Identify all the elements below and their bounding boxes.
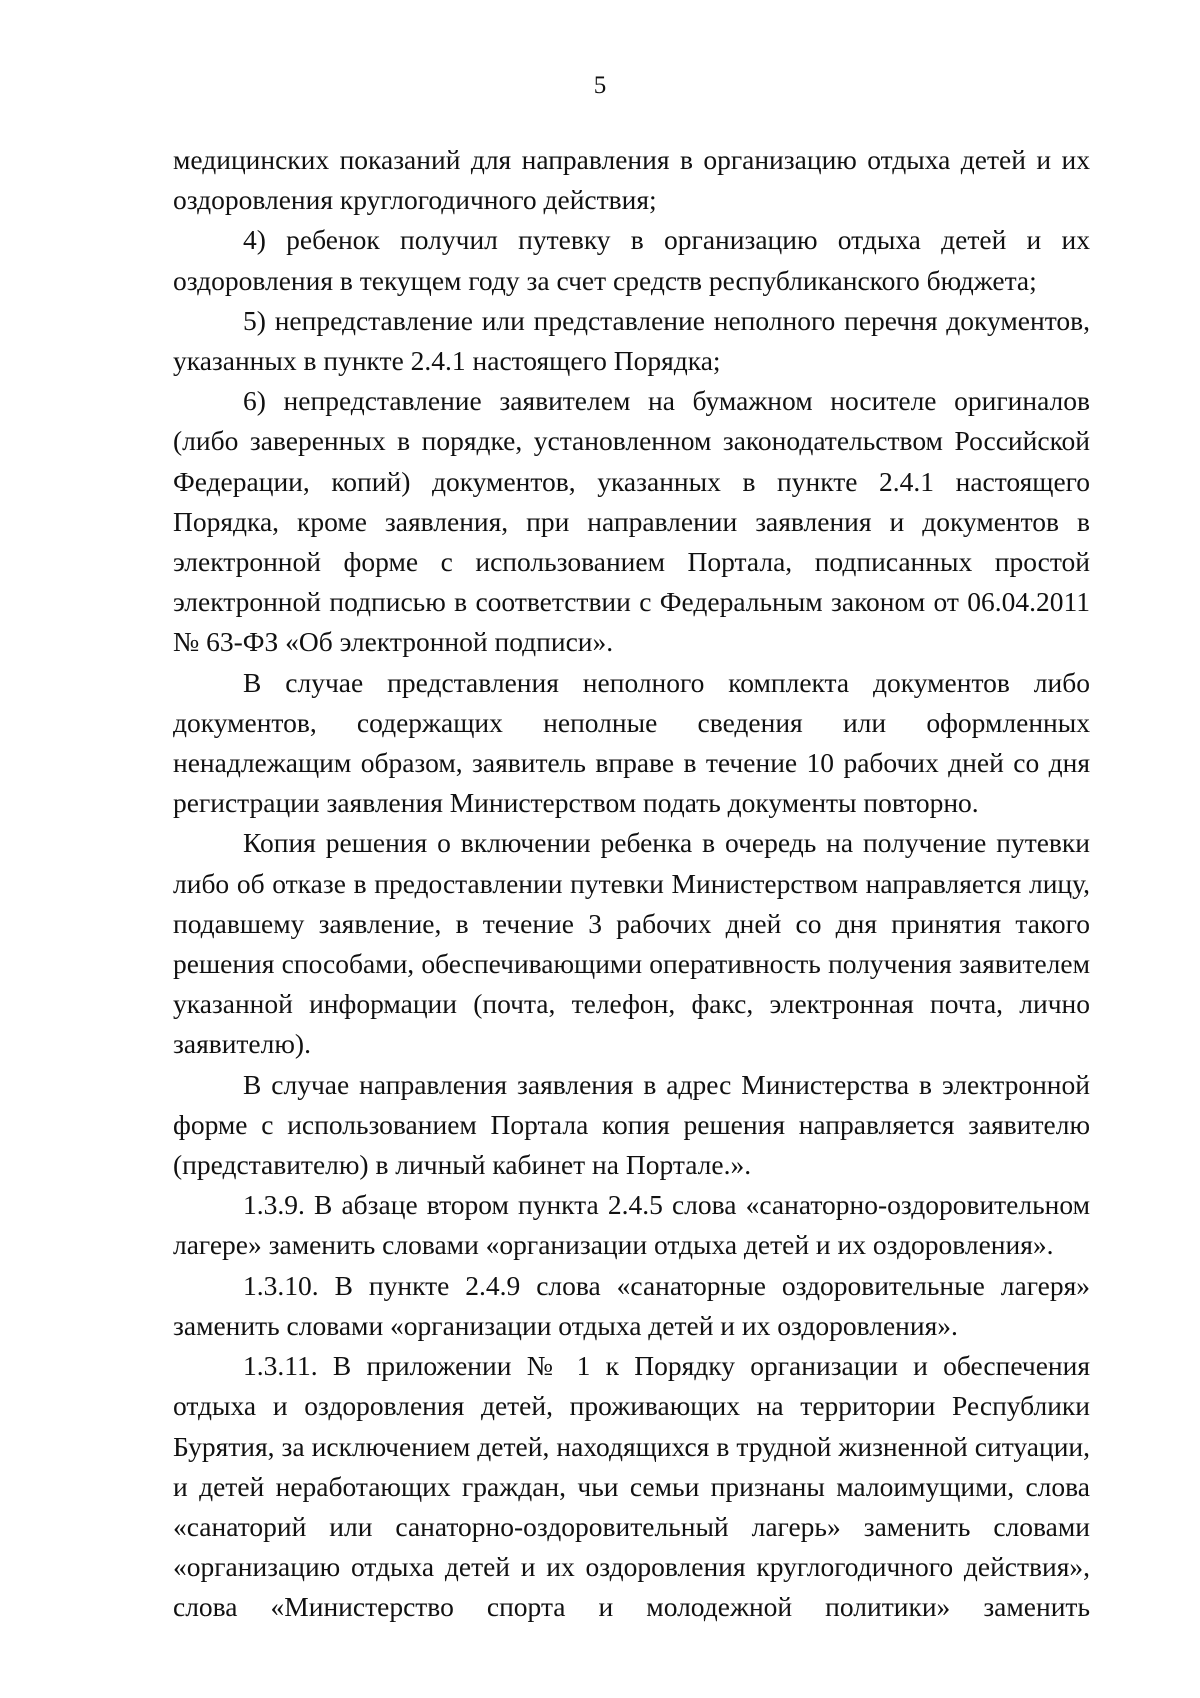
paragraph-item-4: 4) ребенок получил путевку в организацию отдыха детей и их оздоровления в текущем году за счет средств республиканского бюджета; — [173, 224, 1090, 296]
paragraph-electronic-form: В случае направления заявления в адрес Министерства в электронной форме с использованием Портала копия решения направляется заявителю (представителю) в личный кабинет на Портале.». — [173, 1068, 1090, 1181]
paragraph-item-5: 5) непредставление или представление неполного перечня документов, указанных в пункте 2.4.1 настоящего Порядка; — [173, 304, 1090, 377]
paragraph-continuation: медицинских показаний для направления в организацию отдыха детей и их оздоровления круглогодичного действия; — [173, 144, 1090, 216]
paragraph-incomplete-documents: В случае представления неполного комплекта документов либо документов, содержащих неполные сведения или оформленных ненадлежащим образом, заявитель вправе в течение 10 рабочих дней со дня регистрации заявления Министерством подать документы повторно. — [173, 666, 1090, 819]
paragraph-1-3-10: 1.3.10. В пункте 2.4.9 слова «санаторные оздоровительные лагеря» заменить словами «организации отдыха детей и их оздоровления». — [173, 1269, 1090, 1341]
paragraph-item-6: 6) непредставление заявителем на бумажном носителе оригиналов (либо заверенных в порядке, установленном законодательством Российской Федерации, копий) документов, указанных в пункте 2.4.1 настоящего Порядка, кроме заявления, при направлении заявления и документов в электронной форме с использованием Портала, подписанных простой электронной подписью в соответствии с Федеральным законом от 06.04.2011 № 63-ФЗ «Об электронной подписи». — [173, 385, 1090, 658]
paragraph-1-3-11: 1.3.11. В приложении № 1 к Порядку организации и обеспечения отдыха и оздоровления детей, проживающих на территории Республики Бурятия, за исключением детей, находящихся в трудной жизненной ситуации, и детей неработающих граждан, чьи семьи признаны малоимущими, слова «санаторий или санаторно-оздоровительный лагерь» заменить словами «организацию отдыха детей и их оздоровления круглогодичного действия», слова «Министерство спорта и молодежной политики» заменить — [173, 1350, 1090, 1623]
paragraph-decision-copy: Копия решения о включении ребенка в очередь на получение путевки либо об отказе в предоставлении путевки Министерством направляется лицу, подавшему заявление, в течение 3 рабочих дней со дня принятия такого решения способами, обеспечивающими оперативность получения заявителем указанной информации (почта, телефон, факс, электронная почта, лично заявителю). — [173, 827, 1090, 1060]
document-body — [173, 140, 1090, 1628]
paragraph-1-3-9: 1.3.9. В абзаце втором пункта 2.4.5 слова «санаторно-оздоровительном лагере» заменить словами «организации отдыха детей и их оздоровления». — [173, 1189, 1090, 1261]
page-number: 5 — [593, 72, 607, 99]
